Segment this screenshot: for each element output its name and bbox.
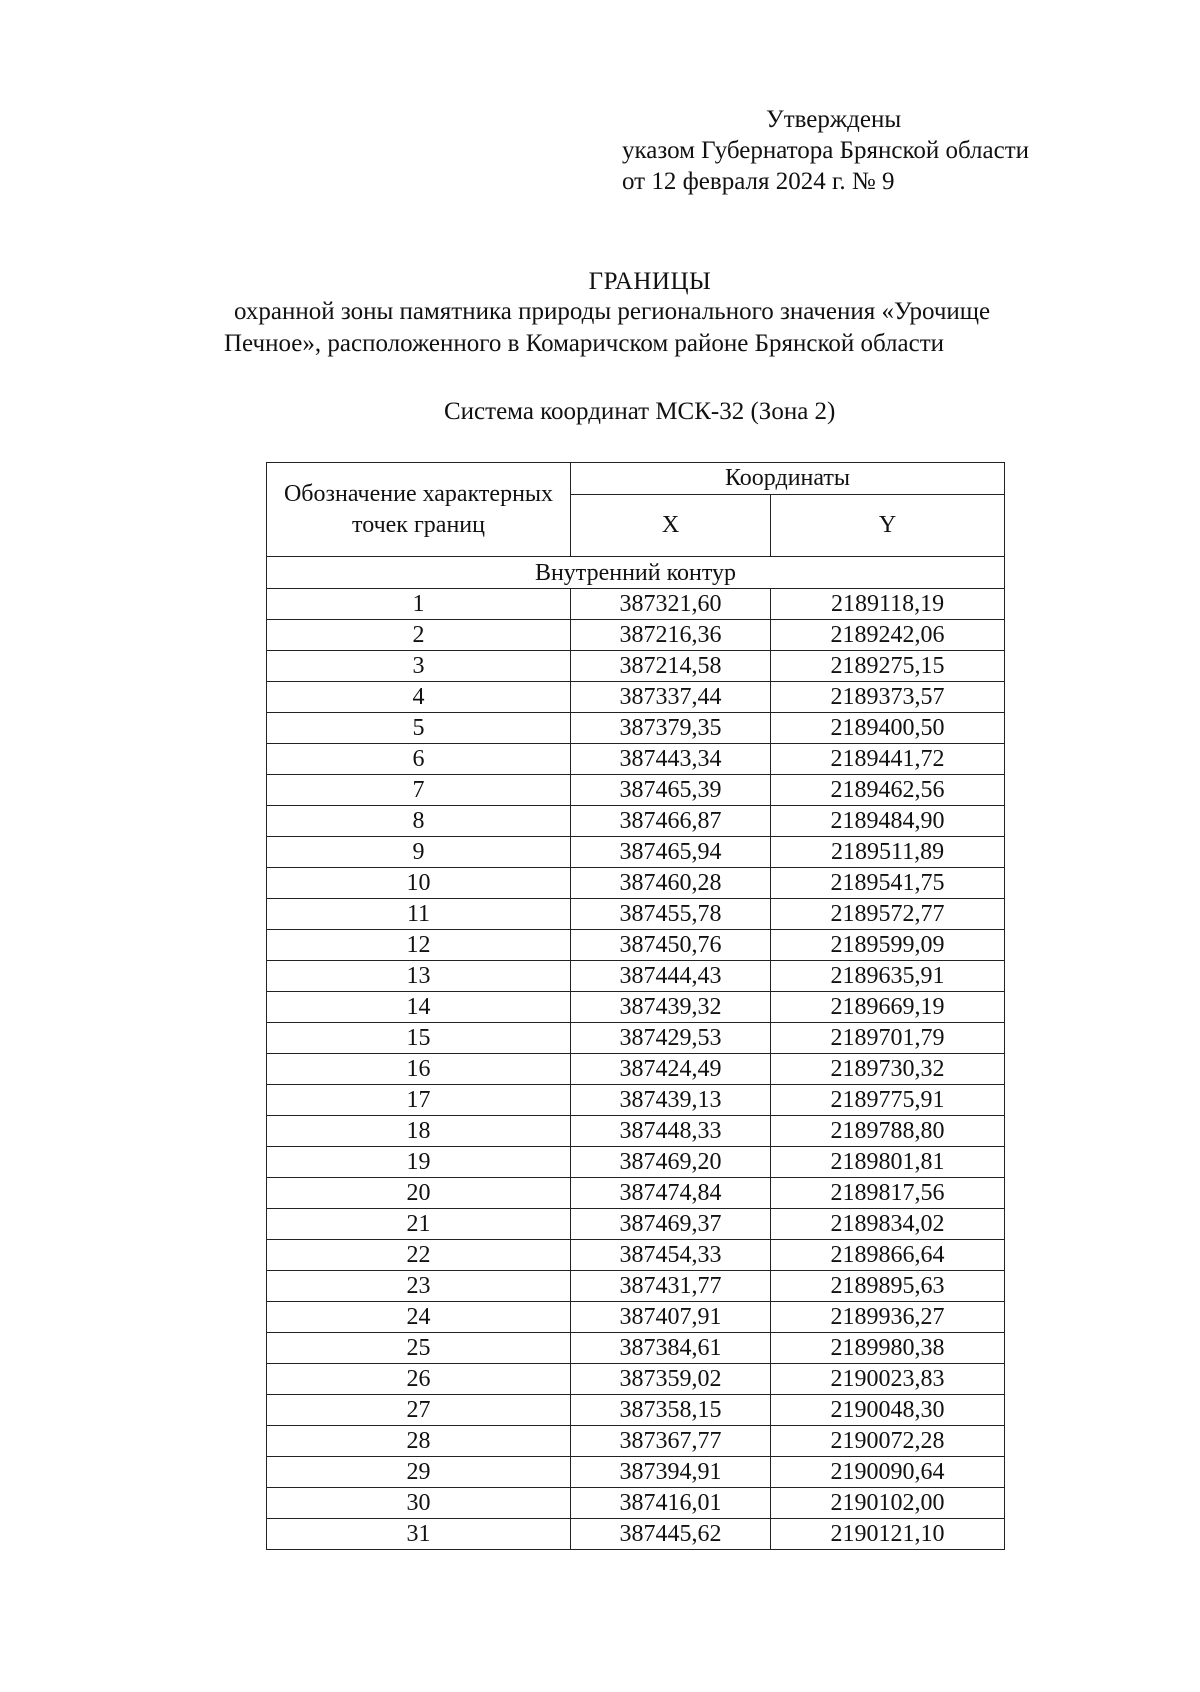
y-coordinate-cell: 2189511,89 [771, 837, 1005, 868]
x-coordinate-cell: 387407,91 [571, 1302, 771, 1333]
x-coordinate-cell: 387445,62 [571, 1519, 771, 1550]
x-coordinate-cell: 387367,77 [571, 1426, 771, 1457]
point-number-cell: 27 [267, 1395, 571, 1426]
y-coordinate-cell: 2189980,38 [771, 1333, 1005, 1364]
document-heading [200, 266, 1100, 298]
x-coordinate-cell: 387469,20 [571, 1147, 771, 1178]
x-coordinate-cell: 387321,60 [571, 589, 771, 620]
y-coordinate-cell: 2189788,80 [771, 1116, 1005, 1147]
x-coordinate-cell: 387216,36 [571, 620, 771, 651]
table-row [267, 651, 1005, 682]
point-number-cell: 28 [267, 1426, 571, 1457]
x-coordinate-cell: 387450,76 [571, 930, 771, 961]
approval-line-date: от 12 февраля 2024 г. № 9 [622, 168, 895, 195]
x-coordinate-cell: 387379,35 [571, 713, 771, 744]
point-number-cell: 8 [267, 806, 571, 837]
table-row [267, 1426, 1005, 1457]
y-coordinate-cell: 2189635,91 [771, 961, 1005, 992]
x-coordinate-cell: 387439,32 [571, 992, 771, 1023]
point-number-cell: 24 [267, 1302, 571, 1333]
y-coordinate-cell: 2189572,77 [771, 899, 1005, 930]
table-row [267, 1116, 1005, 1147]
table-row [267, 1147, 1005, 1178]
point-number-cell: 7 [267, 775, 571, 806]
table-row [267, 1054, 1005, 1085]
y-coordinate-cell: 2189701,79 [771, 1023, 1005, 1054]
point-number-cell: 11 [267, 899, 571, 930]
x-coordinate-cell: 387455,78 [571, 899, 771, 930]
x-coordinate-cell: 387474,84 [571, 1178, 771, 1209]
y-coordinate-cell: 2189462,56 [771, 775, 1005, 806]
table-row [267, 930, 1005, 961]
y-coordinate-cell: 2189373,57 [771, 682, 1005, 713]
point-number-cell: 14 [267, 992, 571, 1023]
table-row [267, 1395, 1005, 1426]
table-row [267, 775, 1005, 806]
table-row [267, 1085, 1005, 1116]
point-number-cell: 17 [267, 1085, 571, 1116]
table-row [267, 1457, 1005, 1488]
point-number-cell: 22 [267, 1240, 571, 1271]
table-row [267, 589, 1005, 620]
table-row [267, 1271, 1005, 1302]
point-number-cell: 2 [267, 620, 571, 651]
approval-line-approved: Утверждены [766, 106, 902, 133]
point-number-cell: 23 [267, 1271, 571, 1302]
y-coordinate-cell: 2190121,10 [771, 1519, 1005, 1550]
point-number-cell: 19 [267, 1147, 571, 1178]
x-coordinate-cell: 387416,01 [571, 1488, 771, 1519]
point-number-cell: 21 [267, 1209, 571, 1240]
x-coordinate-cell: 387359,02 [571, 1364, 771, 1395]
point-number-cell: 3 [267, 651, 571, 682]
x-coordinate-cell: 387424,49 [571, 1054, 771, 1085]
y-coordinate-cell: 2189895,63 [771, 1271, 1005, 1302]
point-number-cell: 5 [267, 713, 571, 744]
x-coordinate-cell: 387460,28 [571, 868, 771, 899]
x-coordinate-cell: 387439,13 [571, 1085, 771, 1116]
approval-line-decree: указом Губернатора Брянской области [622, 137, 1030, 164]
x-coordinate-cell: 387394,91 [571, 1457, 771, 1488]
table-row [267, 1178, 1005, 1209]
y-coordinate-cell: 2189866,64 [771, 1240, 1005, 1271]
table-row [267, 1302, 1005, 1333]
table-row [267, 1333, 1005, 1364]
point-number-cell: 29 [267, 1457, 571, 1488]
coordinates-table [266, 462, 1005, 1550]
x-coordinate-cell: 387431,77 [571, 1271, 771, 1302]
point-number-cell: 15 [267, 1023, 571, 1054]
table-row [267, 682, 1005, 713]
table-row [267, 899, 1005, 930]
y-coordinate-cell: 2189400,50 [771, 713, 1005, 744]
table-row [267, 806, 1005, 837]
point-number-cell: 12 [267, 930, 571, 961]
point-number-cell: 1 [267, 589, 571, 620]
x-coordinate-cell: 387214,58 [571, 651, 771, 682]
y-coordinate-cell: 2189484,90 [771, 806, 1005, 837]
x-coordinate-cell: 387448,33 [571, 1116, 771, 1147]
table-row [267, 837, 1005, 868]
y-coordinate-cell: 2189669,19 [771, 992, 1005, 1023]
table-row [267, 1209, 1005, 1240]
y-coordinate-cell: 2189775,91 [771, 1085, 1005, 1116]
y-coordinate-cell: 2190072,28 [771, 1426, 1005, 1457]
x-coordinate-cell: 387337,44 [571, 682, 771, 713]
y-coordinate-cell: 2189118,19 [771, 589, 1005, 620]
point-number-cell: 4 [267, 682, 571, 713]
table-row [267, 1240, 1005, 1271]
table-row [267, 1364, 1005, 1395]
point-number-cell: 31 [267, 1519, 571, 1550]
table-row [267, 620, 1005, 651]
point-number-cell: 13 [267, 961, 571, 992]
table-row [267, 1519, 1005, 1550]
point-number-cell: 6 [267, 744, 571, 775]
x-coordinate-cell: 387384,61 [571, 1333, 771, 1364]
x-coordinate-cell: 387358,15 [571, 1395, 771, 1426]
table-row [267, 1023, 1005, 1054]
point-number-cell: 16 [267, 1054, 571, 1085]
table-row [267, 868, 1005, 899]
document-title: ГРАНИЦЫ [588, 268, 712, 295]
section-inner-contour: Внутренний контур [267, 557, 1005, 589]
table-row [267, 961, 1005, 992]
point-number-cell: 25 [267, 1333, 571, 1364]
x-coordinate-cell: 387429,53 [571, 1023, 771, 1054]
point-number-cell: 9 [267, 837, 571, 868]
document-subtitle [200, 296, 1100, 360]
x-coordinate-cell: 387454,33 [571, 1240, 771, 1271]
point-number-cell: 20 [267, 1178, 571, 1209]
header-coordinates: Координаты [571, 463, 1005, 495]
header-x: X [571, 495, 771, 557]
subtitle-line-2: Печное», расположенного в Комаричском районе Брянской области [224, 330, 945, 357]
y-coordinate-cell: 2189541,75 [771, 868, 1005, 899]
subtitle-line-1: охранной зоны памятника природы регионального значения «Урочище [234, 298, 991, 325]
table-row [267, 744, 1005, 775]
point-number-cell: 26 [267, 1364, 571, 1395]
y-coordinate-cell: 2189834,02 [771, 1209, 1005, 1240]
point-number-cell: 30 [267, 1488, 571, 1519]
table-row [267, 992, 1005, 1023]
point-number-cell: 18 [267, 1116, 571, 1147]
x-coordinate-cell: 387466,87 [571, 806, 771, 837]
x-coordinate-cell: 387469,37 [571, 1209, 771, 1240]
x-coordinate-cell: 387465,94 [571, 837, 771, 868]
table-row [267, 713, 1005, 744]
header-y: Y [771, 495, 1005, 557]
y-coordinate-cell: 2190090,64 [771, 1457, 1005, 1488]
point-number-cell: 10 [267, 868, 571, 899]
y-coordinate-cell: 2189441,72 [771, 744, 1005, 775]
y-coordinate-cell: 2189730,32 [771, 1054, 1005, 1085]
header-points: Обозначение характерных точек границ [267, 463, 571, 557]
y-coordinate-cell: 2189936,27 [771, 1302, 1005, 1333]
x-coordinate-cell: 387465,39 [571, 775, 771, 806]
y-coordinate-cell: 2189599,09 [771, 930, 1005, 961]
y-coordinate-cell: 2190048,30 [771, 1395, 1005, 1426]
approval-block [622, 104, 1029, 197]
y-coordinate-cell: 2189817,56 [771, 1178, 1005, 1209]
y-coordinate-cell: 2189275,15 [771, 651, 1005, 682]
y-coordinate-cell: 2190023,83 [771, 1364, 1005, 1395]
x-coordinate-cell: 387443,34 [571, 744, 771, 775]
y-coordinate-cell: 2189801,81 [771, 1147, 1005, 1178]
y-coordinate-cell: 2190102,00 [771, 1488, 1005, 1519]
table-row [267, 1488, 1005, 1519]
coordinate-system-label: Система координат МСК-32 (Зона 2) [444, 398, 836, 425]
y-coordinate-cell: 2189242,06 [771, 620, 1005, 651]
x-coordinate-cell: 387444,43 [571, 961, 771, 992]
